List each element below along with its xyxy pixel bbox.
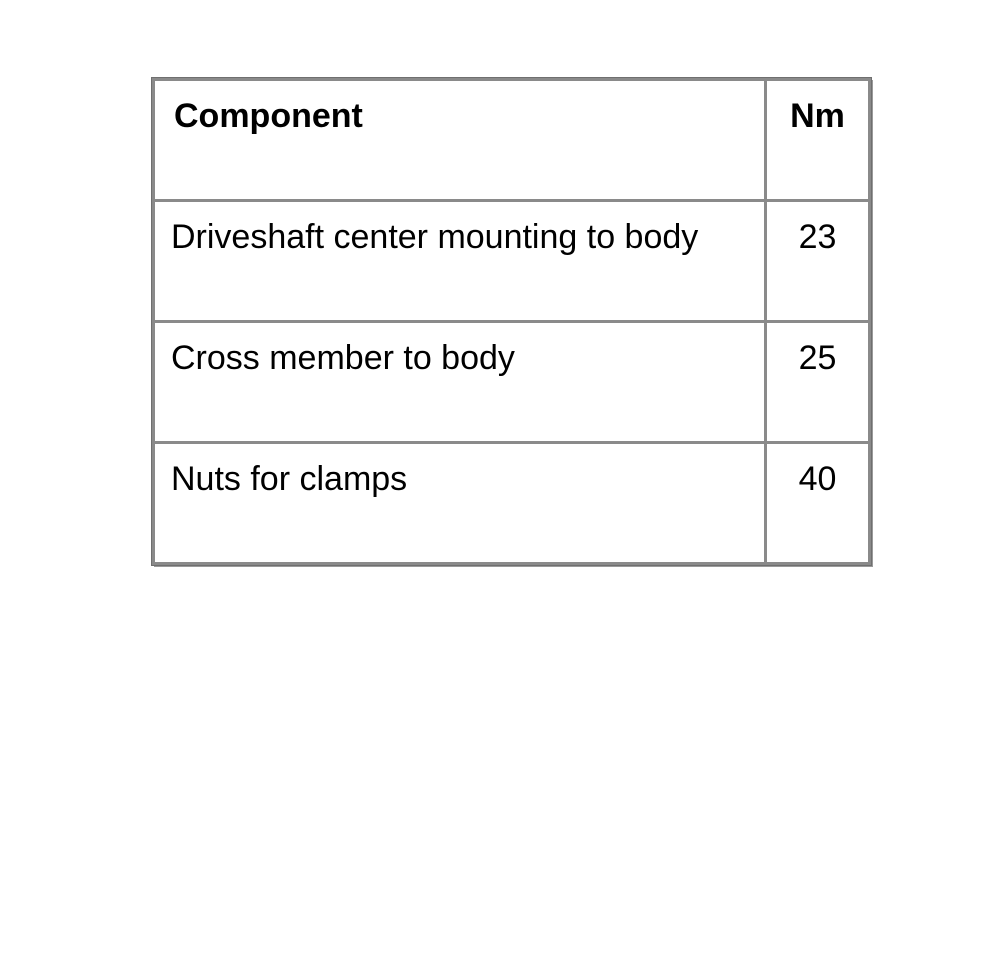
component-cell	[154, 443, 766, 564]
column-header-nm-label: Nm	[790, 97, 845, 135]
torque-cell	[766, 201, 870, 322]
component-name: Nuts for clamps	[171, 460, 408, 498]
component-name: Driveshaft center mounting to body	[171, 218, 699, 256]
component-cell	[154, 322, 766, 443]
torque-value: 40	[798, 460, 837, 498]
torque-cell	[766, 443, 870, 564]
torque-specification-table	[152, 78, 871, 565]
component-name: Cross member to body	[171, 339, 515, 377]
column-header-component	[154, 80, 766, 201]
torque-cell	[766, 322, 870, 443]
table-row	[154, 201, 870, 322]
table-row	[154, 322, 870, 443]
column-header-component-label: Component	[174, 97, 363, 135]
torque-value: 23	[798, 218, 837, 256]
table-header-row	[154, 80, 870, 201]
column-header-nm	[766, 80, 870, 201]
table-row	[154, 443, 870, 564]
component-cell	[154, 201, 766, 322]
torque-value: 25	[798, 339, 837, 377]
